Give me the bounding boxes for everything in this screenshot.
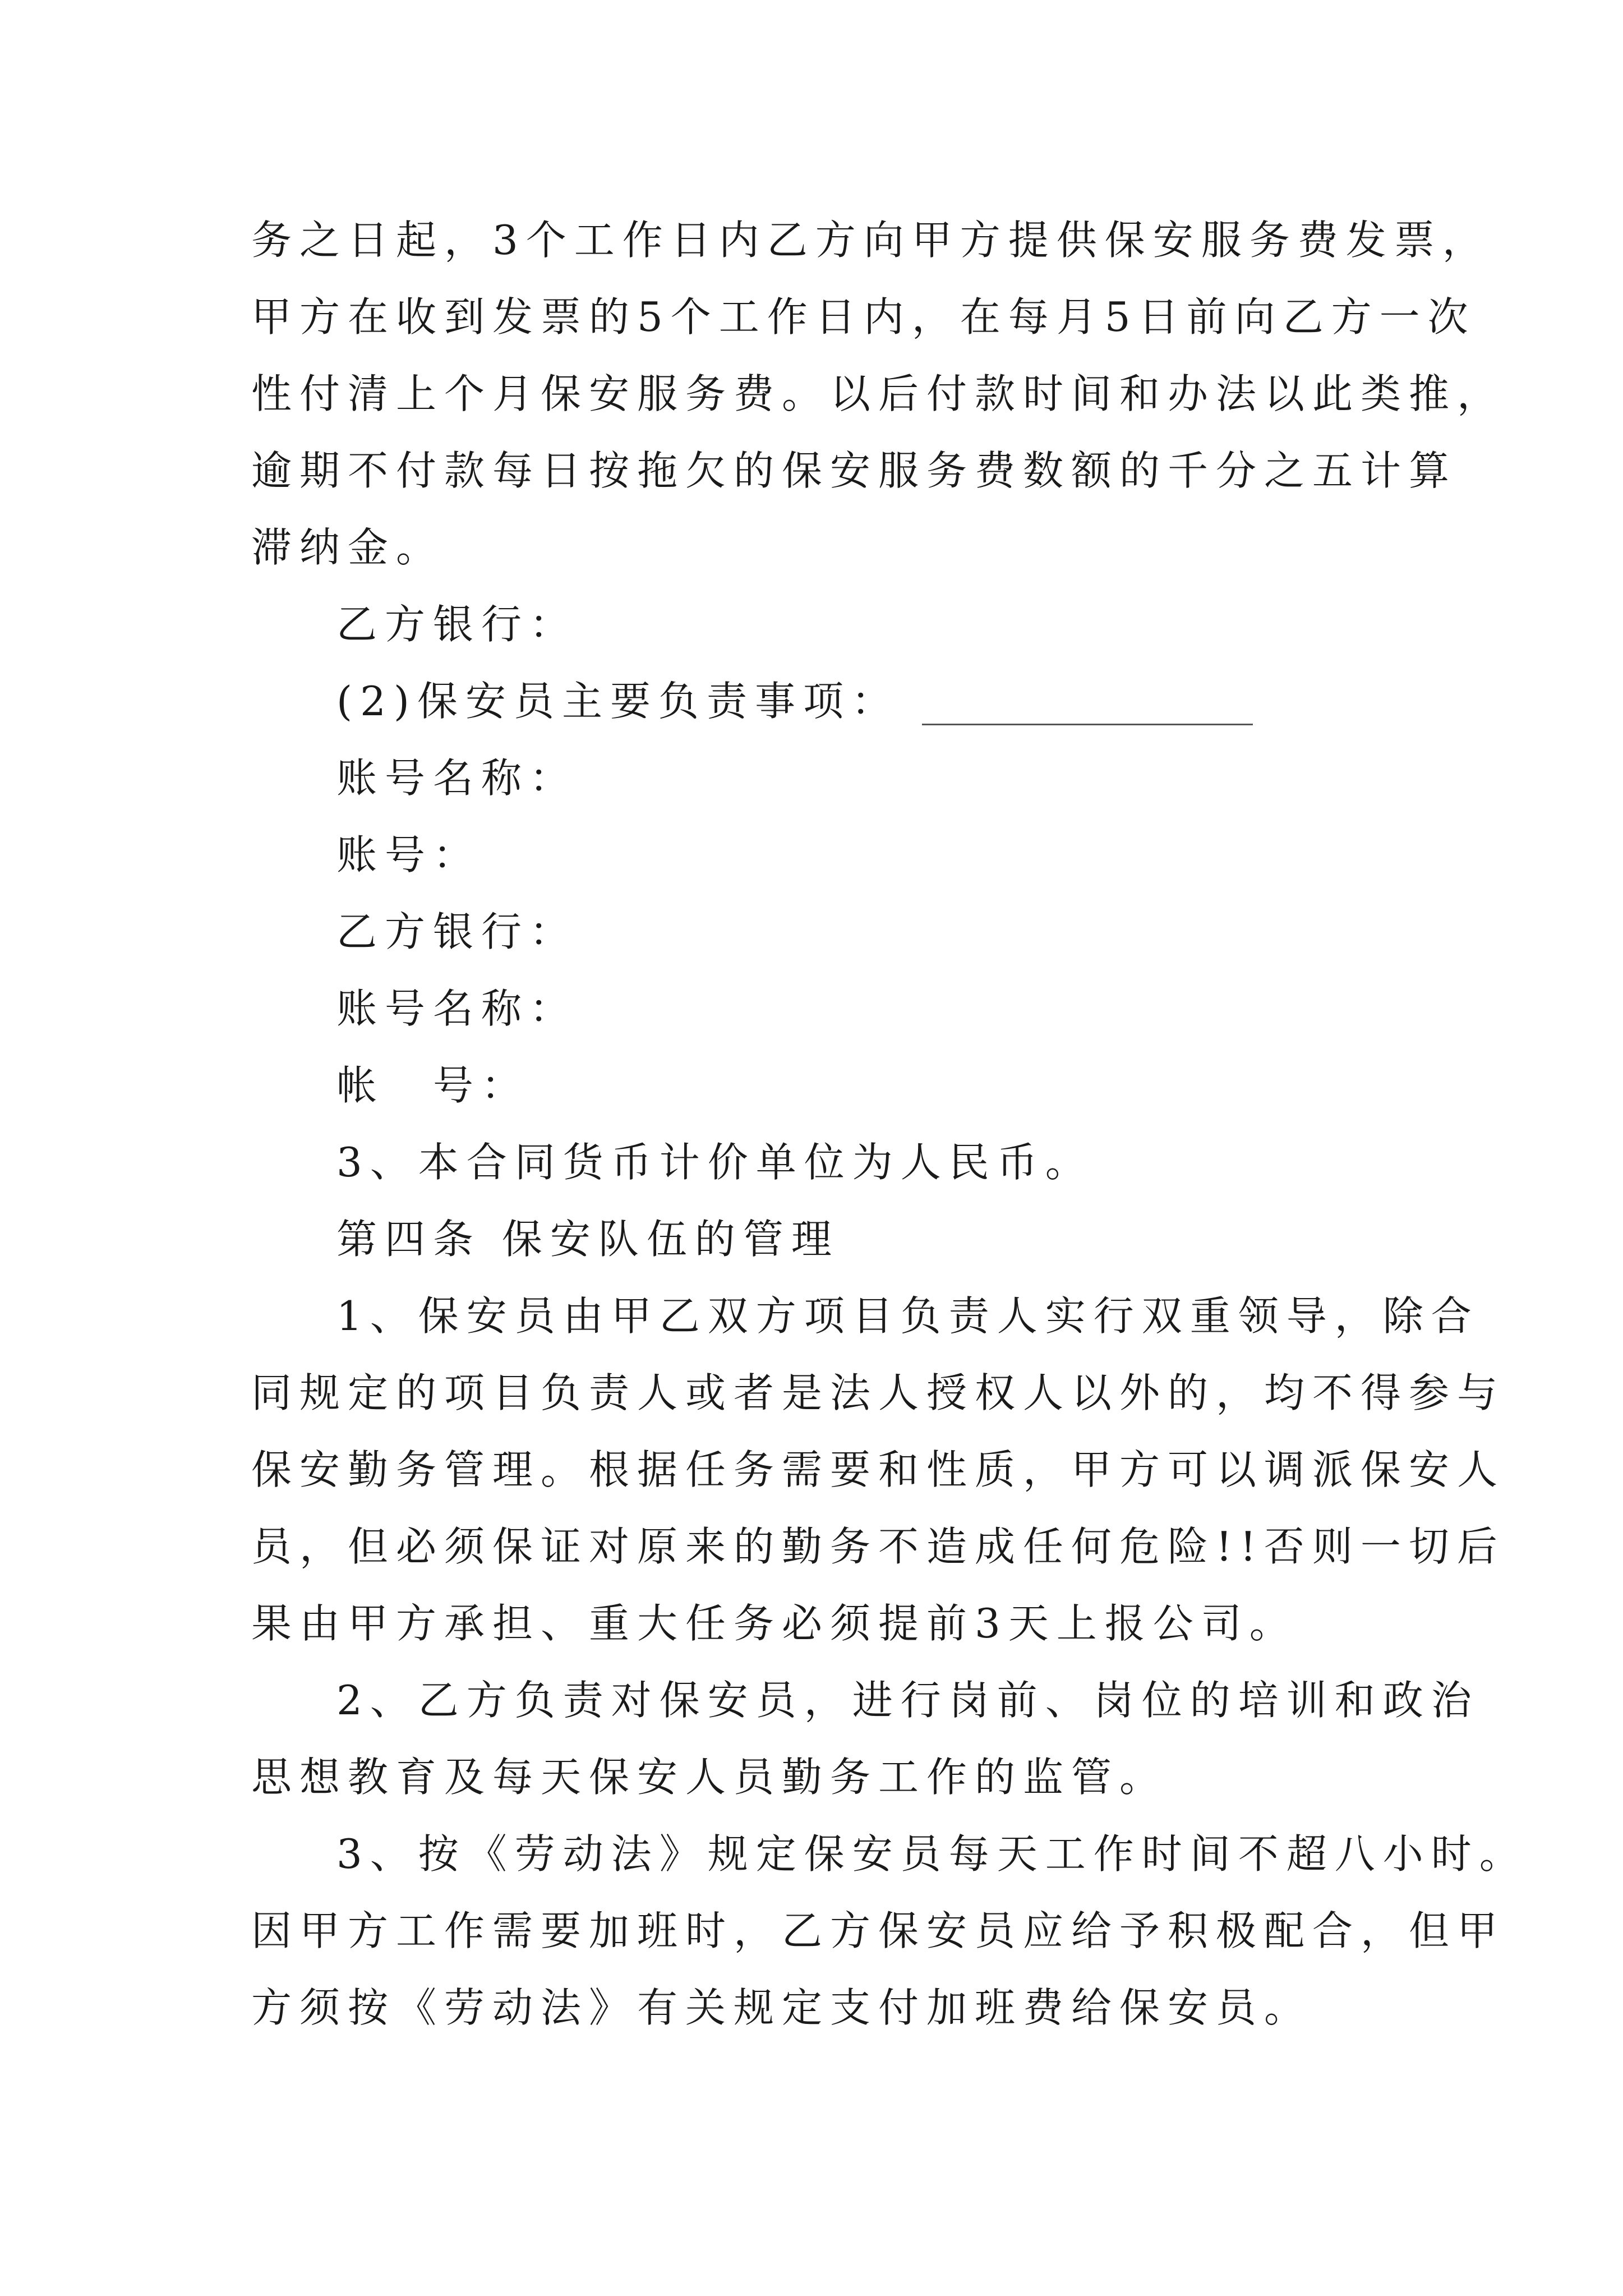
text-line: 性付清上个月保安服务费。以后付款时间和办法以此类推， xyxy=(251,370,1506,417)
account-name-label: 账号名称： xyxy=(336,985,578,1032)
text-line: 1、保安员由甲乙双方项目负责人实行双重领导，除合 xyxy=(336,1292,1479,1340)
text-line: 同规定的项目负责人或者是法人授权人以外的，均不得参与 xyxy=(251,1369,1506,1416)
text-line: 思想教育及每天保安人员勤务工作的监管。 xyxy=(251,1754,1168,1801)
article-heading: 第四条 保安队伍的管理 xyxy=(336,1216,840,1263)
account-number-label: 帐 号： xyxy=(336,1062,530,1109)
bank-label: 乙方银行： xyxy=(336,908,578,955)
text-line: 务之日起，3个工作日内乙方向甲方提供保安服务费发票， xyxy=(251,217,1491,264)
text-line: 逾期不付款每日按拖欠的保安服务费数额的千分之五计算 xyxy=(251,447,1458,494)
account-name-label: 账号名称： xyxy=(336,754,578,802)
text-line: 方须按《劳动法》有关规定支付加班费给保安员。 xyxy=(251,1984,1313,2031)
duties-line xyxy=(336,663,1253,740)
bank-label: 乙方银行： xyxy=(336,601,578,648)
text-line: 果由甲方承担、重大任务必须提前3天上报公司。 xyxy=(251,1600,1298,1647)
account-number-label: 账号： xyxy=(336,831,482,878)
text-line: 因甲方工作需要加班时，乙方保安员应给予积极配合，但甲 xyxy=(251,1907,1506,1954)
text-line: 3、按《劳动法》规定保安员每天工作时间不超八小时。 xyxy=(336,1830,1528,1878)
text-line: 员，但必须保证对原来的勤务不造成任何危险!!否则一切后 xyxy=(251,1523,1505,1570)
currency-clause: 3、本合同货币计价单位为人民币。 xyxy=(336,1139,1094,1186)
text-line: 保安勤务管理。根据任务需要和性质，甲方可以调派保安人 xyxy=(251,1446,1506,1493)
text-line: 甲方在收到发票的5个工作日内，在每月5日前向乙方一次 xyxy=(251,293,1476,341)
duties-label: (2)保安员主要负责事项： xyxy=(336,678,900,725)
text-line: 2、乙方负责对保安员，进行岗前、岗位的培训和政治 xyxy=(336,1677,1479,1724)
text-line: 滞纳金。 xyxy=(251,524,445,571)
fill-in-blank xyxy=(922,684,1253,725)
